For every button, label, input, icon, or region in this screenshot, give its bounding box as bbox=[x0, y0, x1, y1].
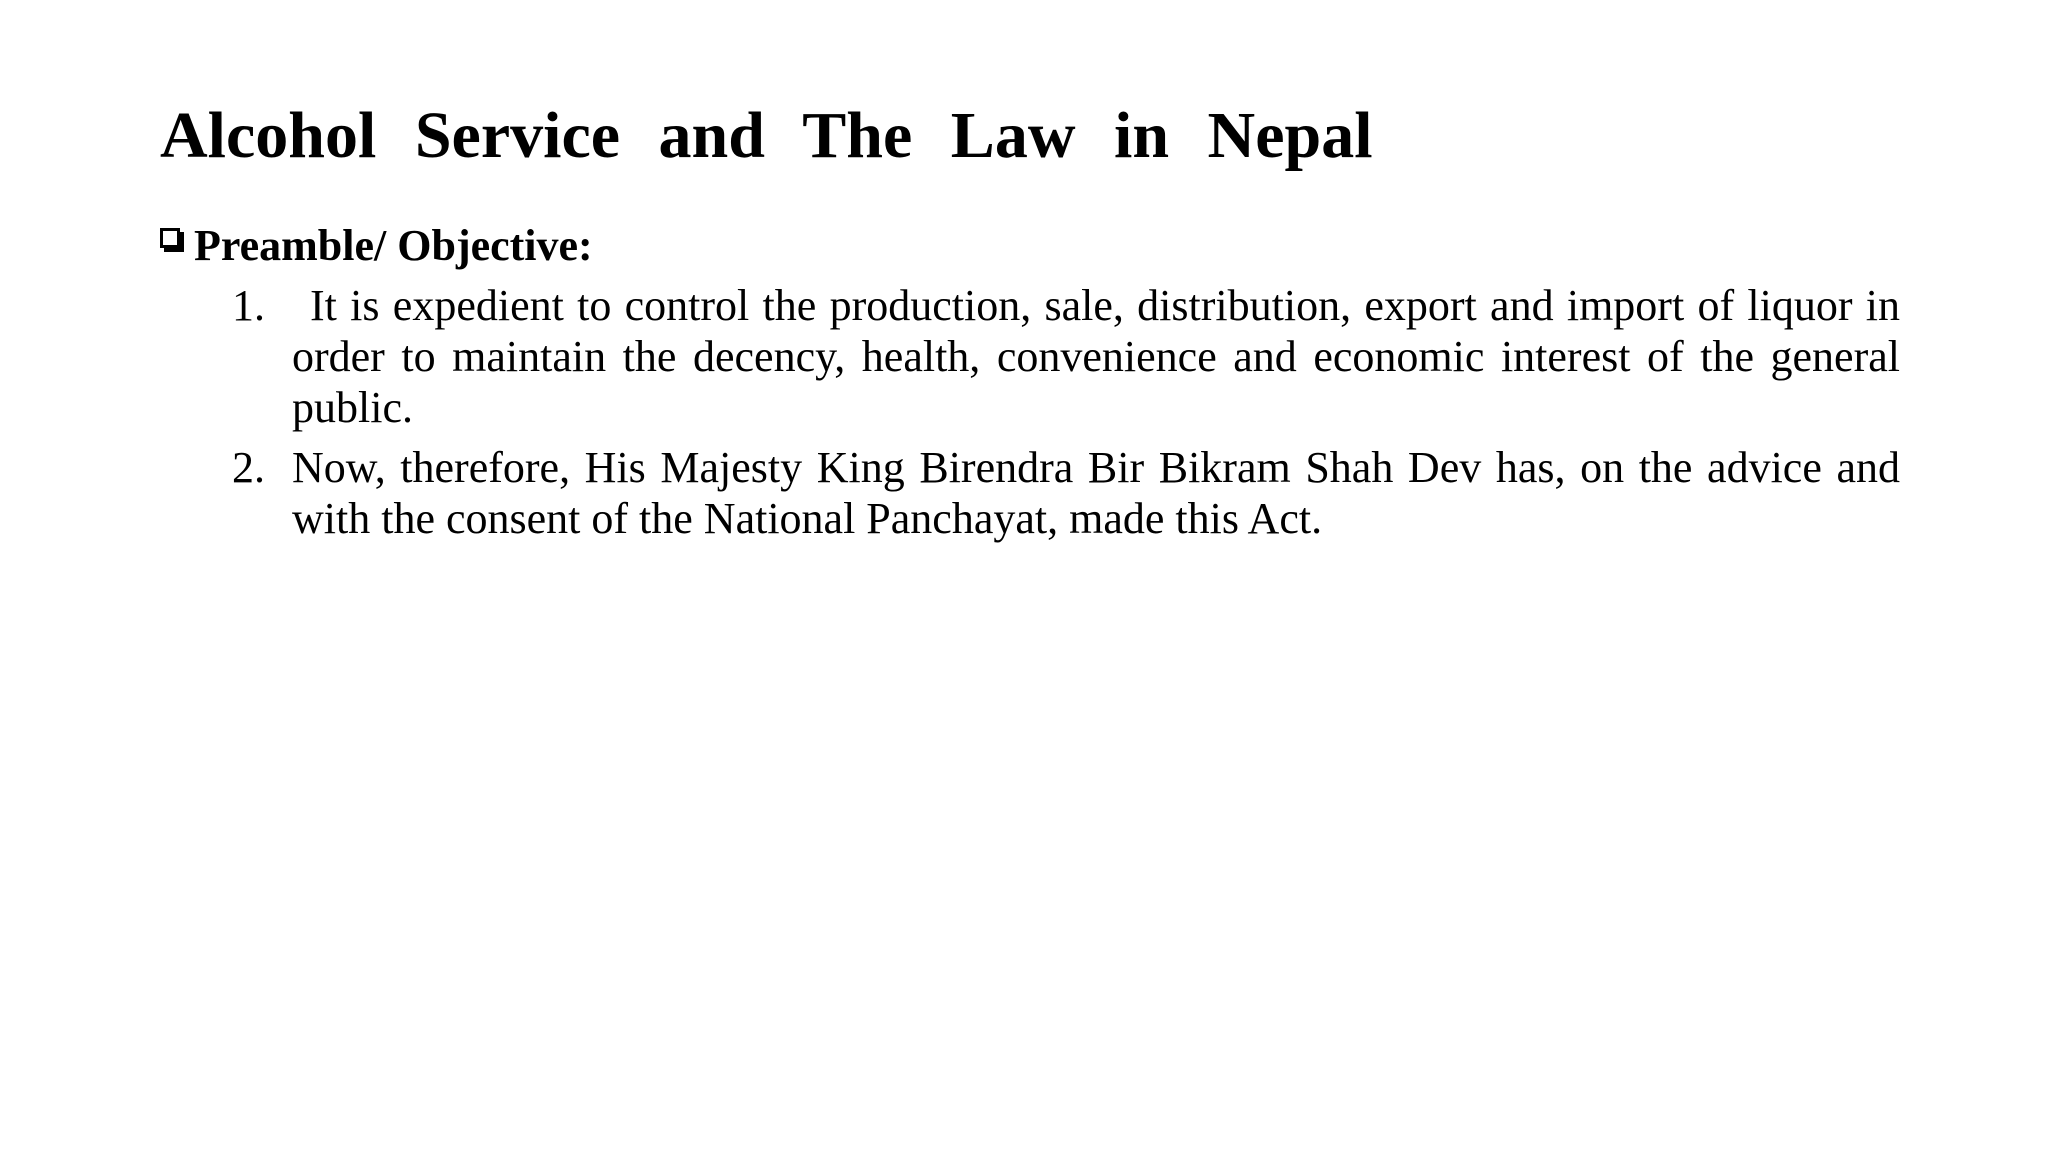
list-item bbox=[232, 280, 1900, 433]
section-heading bbox=[160, 218, 593, 274]
objective-list bbox=[232, 280, 1900, 553]
section-heading-text: Preamble/ Objective: bbox=[194, 221, 593, 270]
list-item-text: Now, therefore, His Majesty King Birendra Bir Bikram Shah Dev has, on the advice and with the consent of the National Panchayat, made this Act. bbox=[292, 443, 1900, 543]
list-item-text: It is expedient to control the production, sale, distribution, export and import of liquor in order to maintain the decency, health, convenience and economic interest of the general public. bbox=[292, 281, 1900, 432]
checkbox-icon bbox=[160, 228, 188, 256]
list-item-number: 1. bbox=[232, 281, 265, 330]
list-item-number: 2. bbox=[232, 443, 265, 492]
slide-title: Alcohol Service and The Law in Nepal bbox=[160, 99, 1373, 172]
list-item bbox=[232, 442, 1900, 544]
